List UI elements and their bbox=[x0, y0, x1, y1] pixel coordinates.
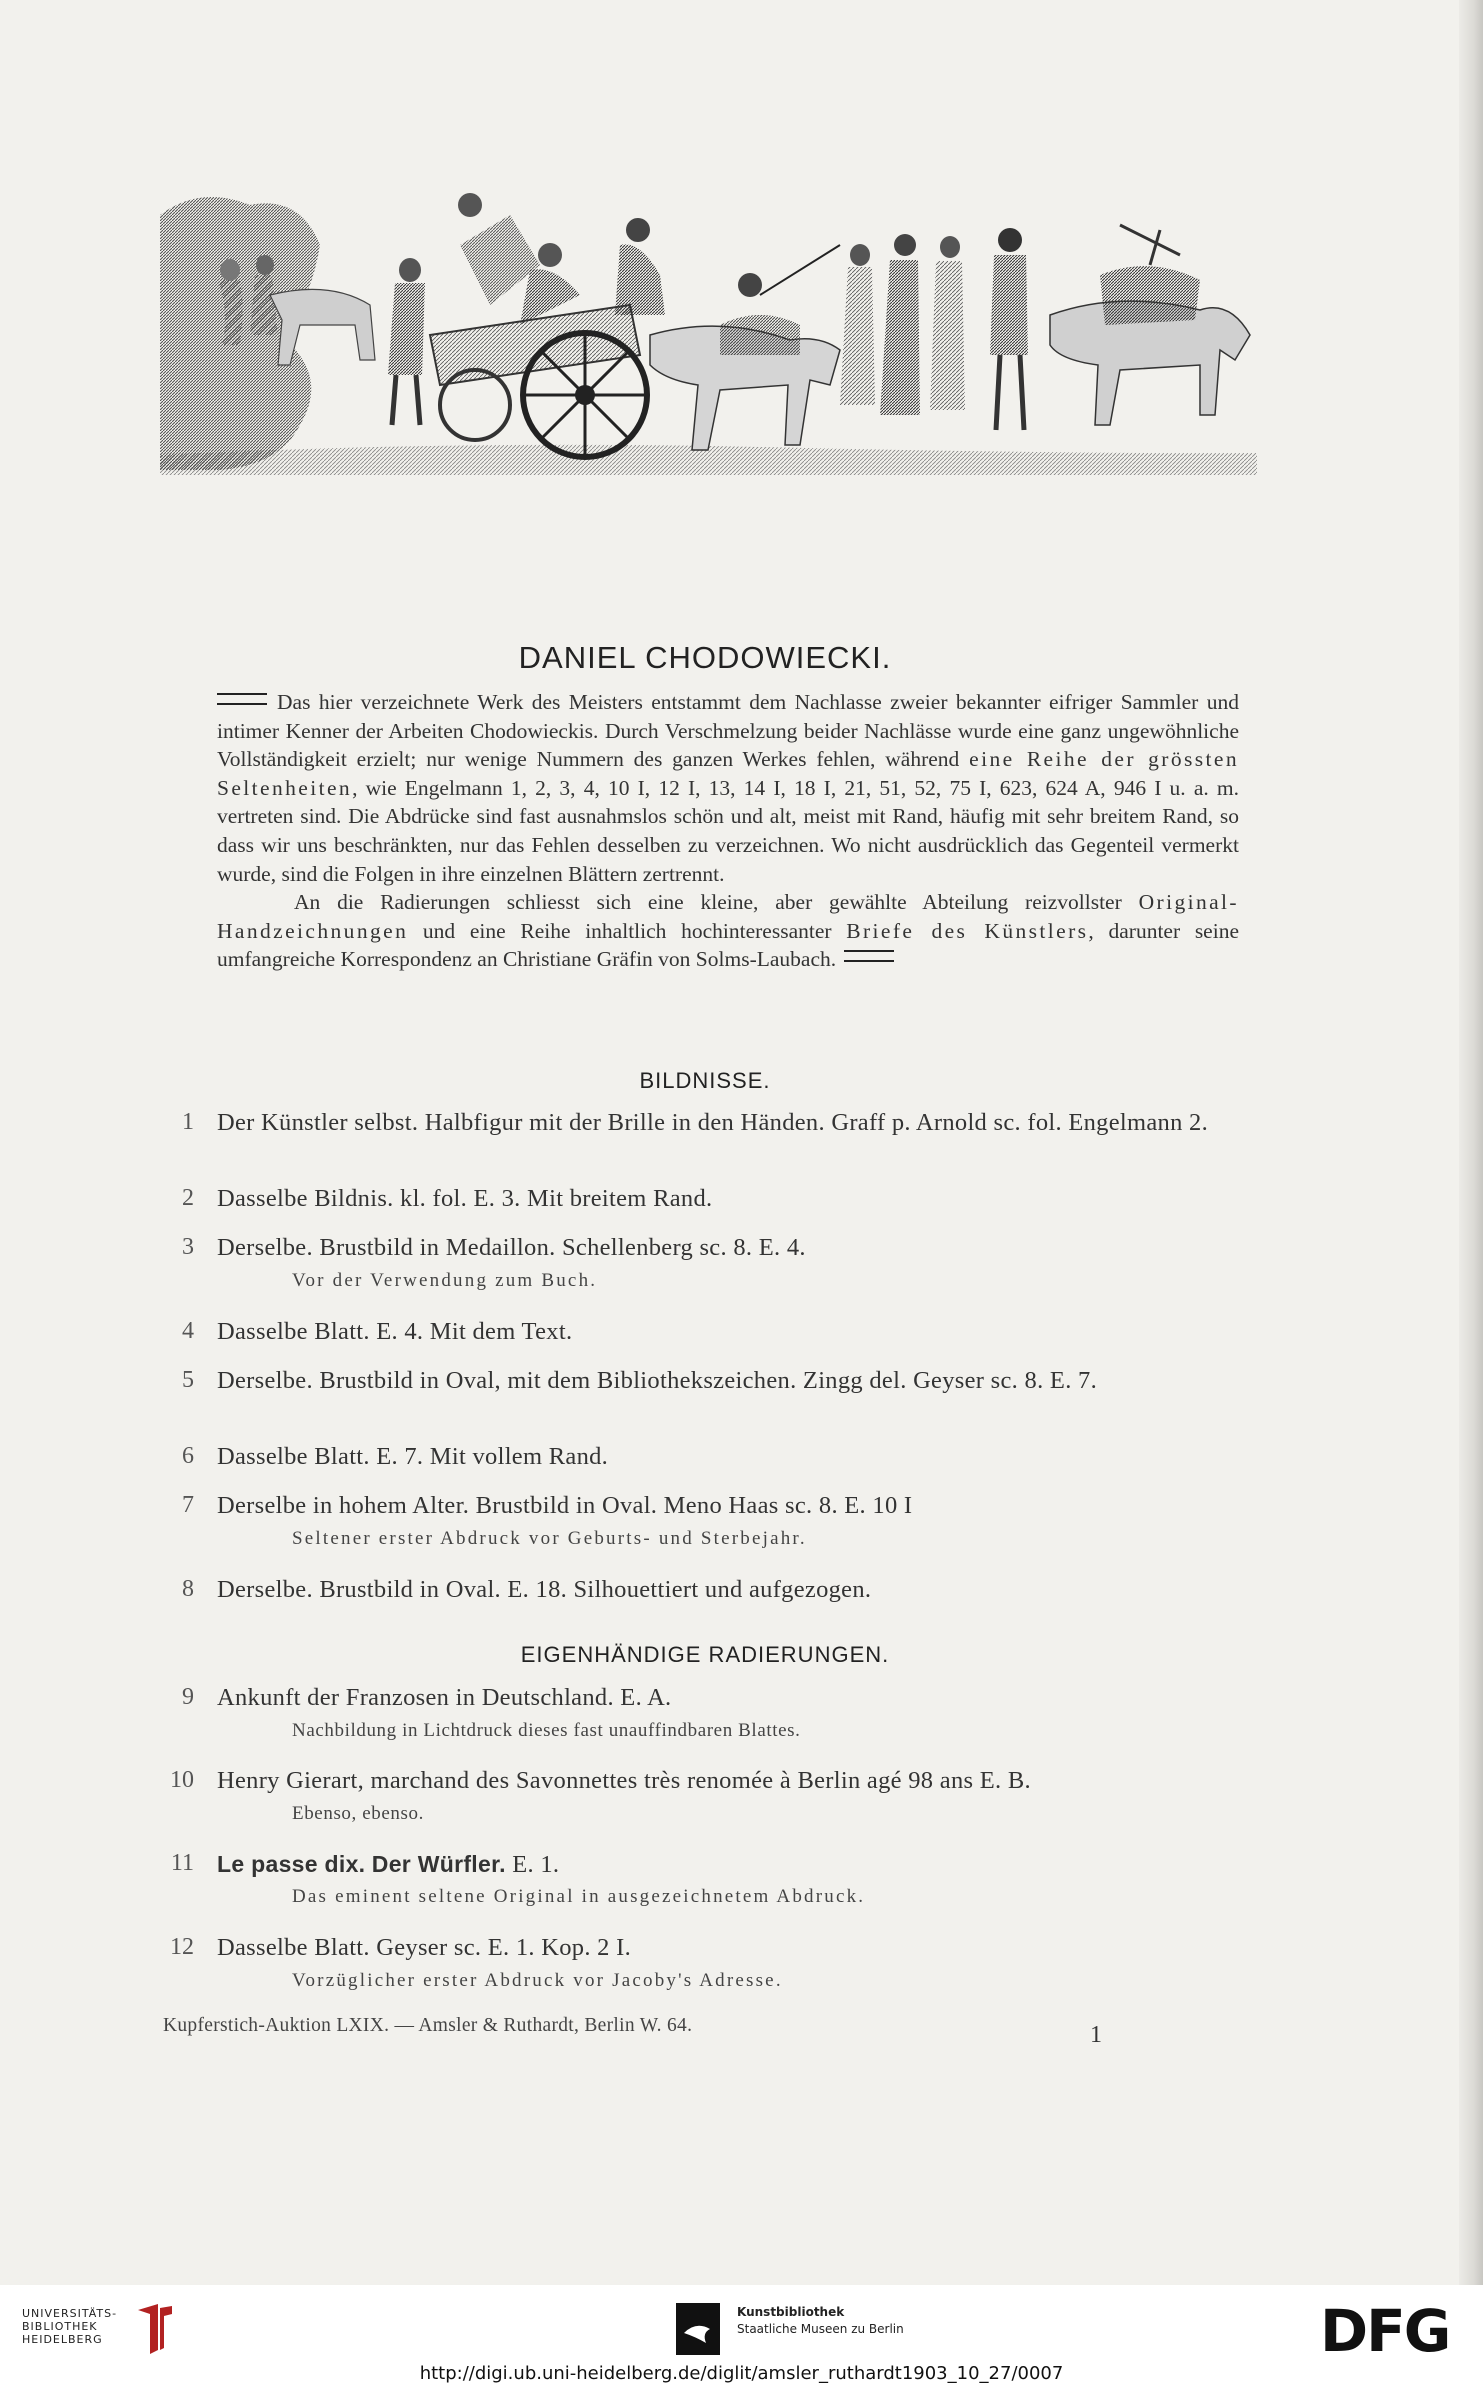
entry-number: 7 bbox=[182, 1492, 194, 1518]
entry-note: Ebenso, ebenso. bbox=[292, 1803, 424, 1824]
section-heading-radierungen: EIGENHÄNDIGE RADIERUNGEN. bbox=[520, 1642, 890, 1667]
viewer-footer-bar bbox=[0, 2285, 1483, 2389]
page-title: DANIEL CHODOWIECKI. bbox=[518, 640, 892, 675]
entry-number: 8 bbox=[182, 1576, 194, 1602]
entry-note: Seltener erster Abdruck vor Geburts- und Sterbejahr. bbox=[292, 1528, 807, 1549]
uni-line-1: UNIVERSITÄTS- bbox=[22, 2307, 118, 2320]
entry-text: Dasselbe Bildnis. kl. fol. E. 3. Mit breitem Rand. bbox=[217, 1185, 713, 1212]
entry-text-rest: E. 1. bbox=[512, 1851, 560, 1878]
page-edge-shadow bbox=[1459, 0, 1483, 2285]
entry-number: 12 bbox=[170, 1934, 194, 1960]
intro-paragraph-1 bbox=[217, 688, 1239, 888]
entry-text: Dasselbe Blatt. E. 4. Mit dem Text. bbox=[217, 1318, 573, 1345]
double-rule-icon bbox=[217, 693, 267, 705]
entry-number: 5 bbox=[182, 1367, 194, 1393]
entry-number: 11 bbox=[170, 1850, 194, 1876]
intro-text-1a: Das hier verzeichnete Werk des Meisters entstammt dem Nachlasse zweier bekannter eifriger Sammler und intimer Kenner der Arbeiten Chodowieckis. Durch Verschmelzung beider Nachlässe wurde eine ganz ungewöhnliche Vollständigkeit erzielt; nur wenige Nummern des ganzen Werkes fehlen, während bbox=[217, 690, 1239, 772]
entry-text: Ankunft der Franzosen in Deutschland. E. A. bbox=[217, 1684, 672, 1711]
intro-text-1b: , wie Engelmann 1, 2, 3, 4, 10 I, 12 I, 13, 14 I, 18 I, 21, 51, 52, 75 I, 623, 624 A, 946 I u. a. m. vertreten sind. Die Abdrücke sind fast ausnahmslos schön und alt, meist mit Rand, häufig mit sehr breitem Rand, so dass wir uns beschränkten, nur das Fehlen desselben zu verzeichnen. Wo nicht ausdrücklich das Gegenteil vermerkt wurde, sind die Folgen in ihre einzelnen Blättern zertrennt. bbox=[217, 775, 1239, 886]
entry-bold-title: Le passe dix. bbox=[217, 1851, 366, 1877]
uni-line-3: HEIDELBERG bbox=[22, 2333, 103, 2346]
entry-number: 4 bbox=[182, 1318, 194, 1344]
section-heading-bildnisse: BILDNISSE. bbox=[639, 1068, 771, 1093]
kunstbibliothek-logo-icon[interactable] bbox=[676, 2303, 720, 2355]
catalog-footer: Kupferstich-Auktion LXIX. — Amsler & Ruthardt, Berlin W. 64. bbox=[163, 2015, 693, 2036]
uni-heidelberg-text bbox=[22, 2307, 117, 2346]
double-rule-icon bbox=[844, 950, 894, 962]
permalink-url[interactable]: http://digi.ub.uni-heidelberg.de/diglit/amsler_ruthardt1903_10_27/0007 bbox=[419, 2363, 1064, 2384]
entry-number: 3 bbox=[182, 1234, 194, 1260]
intro-text-2b: und eine Reihe inhaltlich hochinteressanter bbox=[408, 918, 847, 943]
entry-text: Dasselbe Blatt. Geyser sc. E. 1. Kop. 2 I. bbox=[217, 1934, 632, 1961]
entry-text: Derselbe in hohem Alter. Brustbild in Oval. Meno Haas sc. 8. E. 10 I bbox=[217, 1492, 913, 1519]
intro-spaced-2a: Original-Handzeichnungen bbox=[217, 890, 1239, 943]
intro-text-2c: , darunter seine umfangreiche Korrespondenz an Christiane Gräfin von Solms-Laubach. bbox=[217, 918, 1239, 972]
entry-text bbox=[217, 1850, 1240, 1879]
entry-note: Nachbildung in Lichtdruck dieses fast unauffindbaren Blattes. bbox=[292, 1720, 801, 1741]
entry-text: Dasselbe Blatt. E. 7. Mit vollem Rand. bbox=[217, 1443, 609, 1470]
intro-paragraph-2 bbox=[217, 888, 1239, 974]
entry-bold-title: Der Würfler. bbox=[371, 1851, 506, 1877]
entry-text: Derselbe. Brustbild in Oval, mit dem Bibliothekszeichen. Zingg del. Geyser sc. 8. E. 7. bbox=[217, 1367, 1098, 1394]
entry-note: Das eminent seltene Original in ausgezeichnetem Abdruck. bbox=[292, 1886, 866, 1907]
kb-line-1: Kunstbibliothek bbox=[737, 2305, 845, 2319]
entry-number: 9 bbox=[182, 1684, 194, 1710]
uni-heidelberg-logo-icon[interactable] bbox=[132, 2300, 176, 2356]
intro-spaced-1: eine Reihe der grössten Seltenheiten bbox=[217, 747, 1239, 800]
kunstbibliothek-text bbox=[737, 2305, 904, 2336]
entry-text: Der Künstler selbst. Halbfigur mit der Brille in den Händen. Graff p. Arnold sc. fol. Engelmann 2. bbox=[217, 1109, 1209, 1136]
entry-number: 1 bbox=[182, 1109, 194, 1135]
entry-note: Vorzüglicher erster Abdruck vor Jacoby's Adresse. bbox=[292, 1970, 783, 1991]
intro-spaced-2b: Briefe des Künstlers bbox=[846, 918, 1089, 943]
entry-text: Derselbe. Brustbild in Medaillon. Schellenberg sc. 8. E. 4. bbox=[217, 1234, 806, 1261]
dfg-logo[interactable]: DFG bbox=[1320, 2297, 1450, 2365]
intro-text-2a: An die Radierungen schliesst sich eine kleine, aber gewählte Abteilung reizvollster bbox=[294, 890, 1139, 915]
entry-text: Henry Gierart, marchand des Savonnettes très renomée à Berlin agé 98 ans E. B. bbox=[217, 1767, 1031, 1794]
page-number: 1 bbox=[1090, 2022, 1102, 2048]
uni-line-2: BIBLIOTHEK bbox=[22, 2320, 98, 2333]
kb-line-2: Staatliche Museen zu Berlin bbox=[737, 2322, 904, 2336]
intro-text bbox=[217, 688, 1239, 974]
header-engraving bbox=[160, 185, 1257, 475]
engraving-illustration bbox=[160, 185, 1257, 475]
entry-number: 2 bbox=[182, 1185, 194, 1211]
entry-number: 10 bbox=[170, 1767, 194, 1793]
entry-note: Vor der Verwendung zum Buch. bbox=[292, 1270, 598, 1291]
entry-text: Derselbe. Brustbild in Oval. E. 18. Silhouettiert und aufgezogen. bbox=[217, 1576, 872, 1603]
entry-number: 6 bbox=[182, 1443, 194, 1469]
